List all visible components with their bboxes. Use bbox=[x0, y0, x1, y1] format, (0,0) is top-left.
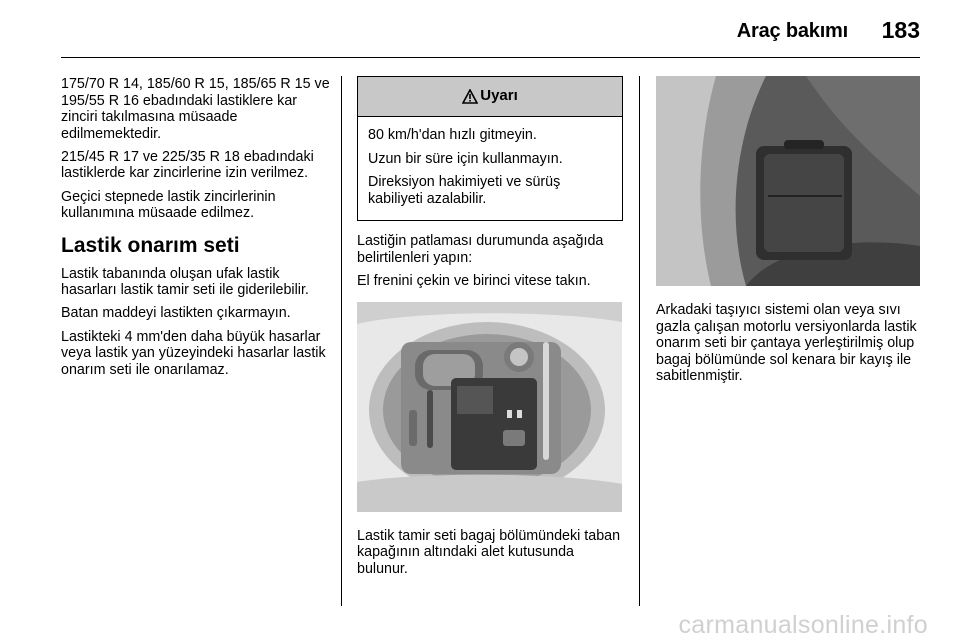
section-heading: Lastik onarım seti bbox=[61, 233, 240, 257]
header-title: Araç bakımı bbox=[736, 20, 848, 42]
warning-body bbox=[358, 117, 622, 220]
warning-title: Uyarı bbox=[480, 87, 518, 105]
paragraph: 215/45 R 17 ve 225/35 R 18 ebadındaki lastiklerde kar zincirlerine izin verilmez. bbox=[61, 148, 314, 182]
paragraph: El frenini çekin ve birinci vitese takın. bbox=[357, 273, 591, 290]
warning-line: 80 km/h'dan hızlı gitmeyin. bbox=[368, 127, 537, 143]
watermark: carmanualsonline.info bbox=[678, 611, 928, 639]
column-left bbox=[61, 76, 333, 385]
warning-triangle-icon bbox=[462, 89, 478, 104]
warning-line: Direksiyon hakimiyeti ve sürüş kabiliyeti azalabilir. bbox=[368, 174, 561, 207]
page-number: 183 bbox=[881, 17, 920, 43]
column-middle bbox=[357, 76, 623, 584]
warning-box bbox=[357, 76, 623, 221]
paragraph: Lastiğin patlaması durumunda aşağıda belirtilenleri yapın: bbox=[357, 233, 604, 266]
warning-line: Uzun bir süre için kullanmayın. bbox=[368, 150, 563, 167]
header-rule bbox=[61, 57, 920, 58]
column-divider bbox=[639, 76, 640, 606]
paragraph: Batan maddeyi lastikten çıkarmayın. bbox=[61, 305, 291, 322]
photo-caption: Lastik tamir seti bagaj bölümündeki taban kapağının altındaki alet kutusunda bulunur. bbox=[357, 527, 621, 577]
repair-kit-photo bbox=[357, 302, 622, 512]
warning-header bbox=[358, 77, 622, 117]
paragraph: Lastik tabanında oluşan ufak lastik hasarları lastik tamir seti ile giderilebilir. bbox=[61, 265, 309, 299]
paragraph: Geçici stepnede lastik zincirlerinin kullanımına müsaade edilmez. bbox=[61, 188, 276, 222]
trunk-bag-photo bbox=[656, 76, 920, 286]
paragraph: Lastikteki 4 mm'den daha büyük hasarlar veya lastik yan yüzeyindeki hasarlar lastik onarım seti ile onarılamaz. bbox=[61, 328, 326, 378]
column-divider bbox=[341, 76, 342, 606]
photo-caption: Arkadaki taşıyıcı sistemi olan veya sıvı gazla çalışan motorlu versiyonlarda lastik onarım seti bir çantaya yerleştirilmiş olup bagaj bölümünde sol kenara bir kayış ile sabitlenmiştir. bbox=[656, 302, 917, 385]
paragraph: 175/70 R 14, 185/60 R 15, 185/65 R 15 ve 195/55 R 16 ebadındaki lastiklere kar zinciri takılmasına müsaade edilmemektedir. bbox=[61, 76, 330, 142]
column-right bbox=[656, 76, 920, 391]
